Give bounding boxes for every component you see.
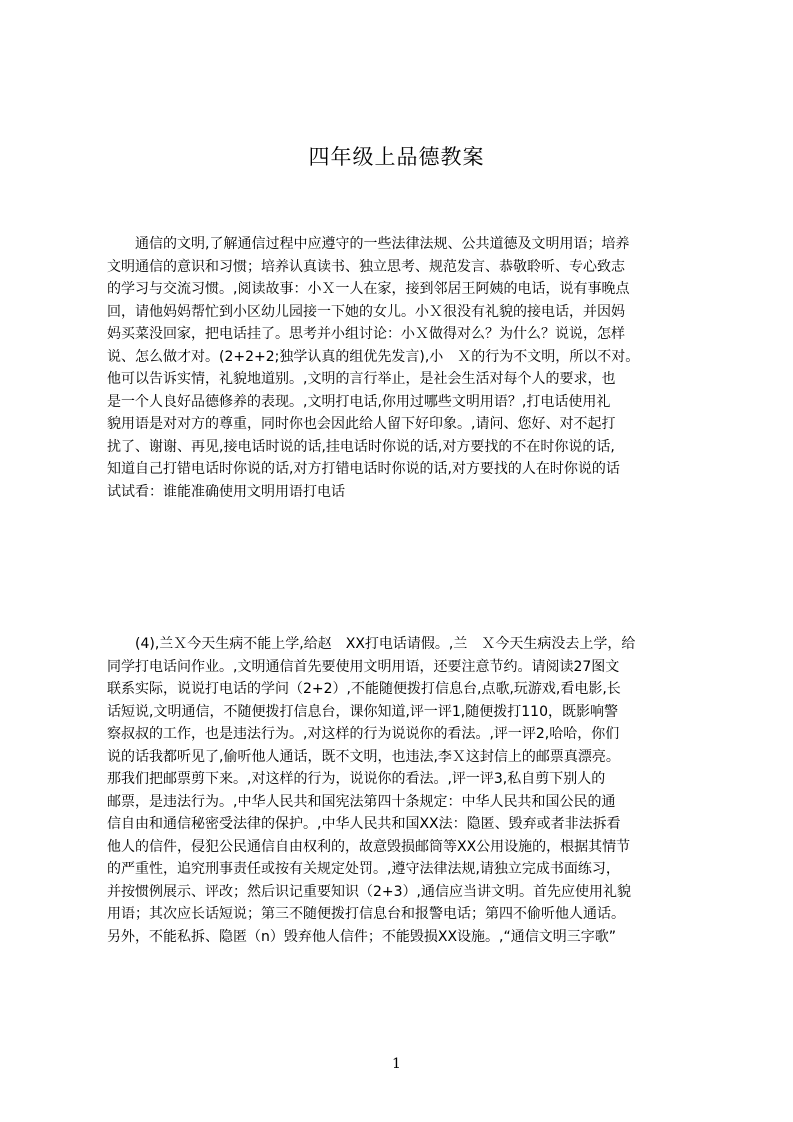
paragraph-2-line: 察叔叔的工作，也是违法行为。,对这样的行为说说你的看法。,评一评2,哈哈，你们 [107, 726, 620, 742]
paragraph-2-line: 另外，不能私拆、隐匿（n）毁弃他人信件；不能毁损XX设施。,“通信文明三字歌” [107, 928, 617, 945]
paragraph-2-line: 用语；其次应长话短说；第三不随便拨打信息台和报警电话；第四不偷听他人通话。 [107, 906, 625, 922]
paragraph-1-line: 妈买菜没回家，把电话挂了。思考并小组讨论：小Ｘ做得对么？为什么？说说，怎样 [107, 326, 625, 342]
paragraph-2-line: 话短说,文明通信，不随便拨打信息台，课你知道,评一评1,随便拨打110，既影响警 [107, 703, 618, 720]
paragraph-2-line: 说的话我都听见了,偷听他人通话，既不文明，也违法,李Ｘ这封信上的邮票真漂亮。 [107, 748, 620, 765]
paragraph-1-line: 貌用语是对对方的尊重，同时你也会因此给人留下好印象。,请问、您好、对不起打 [107, 416, 616, 432]
paragraph-1-line: 知道自己打错电话时你说的话,对方打错电话时你说的话,对方要找的人在时你说的话 [107, 461, 620, 477]
paragraph-2-line: 联系实际，说说打电话的学问（2+2）,不能随便拨打信息台,点歌,玩游戏,看电影,长 [107, 681, 621, 697]
paragraph-1 [107, 233, 697, 503]
paragraph-2-line: 那我们把邮票剪下来。,对这样的行为，说说你的看法。,评一评3,私自剪下别人的 [107, 771, 606, 787]
paragraph-1-line: 他可以告诉实情，礼貌地道别。,文明的言行举止，是社会生活对每个人的要求，也 [107, 371, 616, 387]
paragraph-2-line: 他人的信件，侵犯公民通信自由权利的，故意毁损邮筒等XX公用设施的，根据其情节 [107, 838, 631, 855]
paragraph-2-line: 信自由和通信秘密受法律的保护。,中华人民共和国XX法：隐匿、毁弃或者非法拆看 [107, 816, 621, 832]
page-number: 1 [392, 1056, 401, 1072]
paragraph-1-line: 的学习与交流习惯。,阅读故事：小Ｘ一人在家，接到邻居王阿姨的电话，说有事晚点 [107, 281, 630, 297]
paragraph-2-line: 并按惯例展示、评改；然后识记重要知识（2+3）,通信应当讲文明。首先应使用礼貌 [107, 883, 631, 900]
paragraph-1-line: 回，请他妈妈帮忙到小区幼儿园接一下她的女儿。小Ｘ很没有礼貌的接电话，并因妈 [107, 303, 625, 320]
document-title: 四年级上品德教案 [308, 145, 485, 169]
paragraph-1-line: 文明通信的意识和习惯；培养认真读书、独立思考、规范发言、恭敬聆听、专心致志 [107, 258, 625, 275]
paragraph-2-line: (4),兰Ｘ今天生病不能上学,给赵 XX打电话请假。,兰 Ｘ今天生病没去上学，给 [107, 636, 636, 652]
paragraph-1-line: 是一个人良好品德修养的表现。,文明打电话,你用过哪些文明用语？,打电话使用礼 [107, 393, 611, 410]
paragraph-1-line: 试试看：谁能准确使用文明用语打电话 [107, 483, 345, 500]
paragraph-2 [107, 633, 697, 948]
paragraph-2-line: 邮票，是违法行为。,中华人民共和国宪法第四十条规定：中华人民共和国公民的通 [107, 793, 616, 810]
paragraph-2-line: 同学打电话问作业。,文明通信首先要使用文明用语，还要注意节约。请阅读27图文 [107, 658, 620, 675]
paragraph-2-line: 的严重性，追究刑事责任或按有关规定处罚。,遵守法律法规,请独立完成书面练习， [107, 861, 620, 877]
paragraph-1-line: 扰了、谢谢、再见,接电话时说的话,挂电话时你说的话,对方要找的不在时你说的话, [107, 438, 615, 455]
paragraph-1-line: 通信的文明,了解通信过程中应遵守的一些法律法规、公共道德及文明用语；培养 [107, 236, 630, 252]
paragraph-1-line: 说、怎么做才对。(2+2+2;独学认真的组优先发言),小 Ｘ的行为不文明，所以不对。 [107, 348, 640, 365]
